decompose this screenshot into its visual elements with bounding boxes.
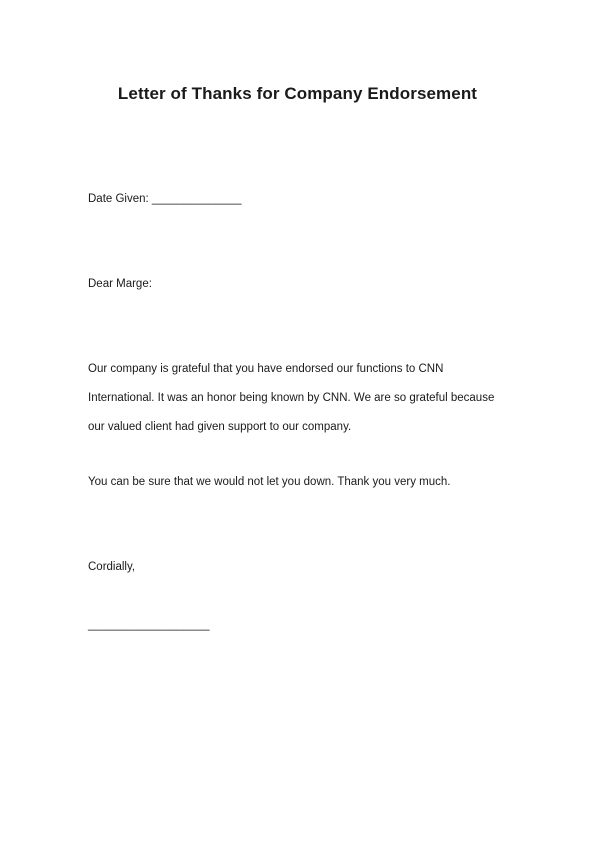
letter-title: Letter of Thanks for Company Endorsement [117, 84, 478, 103]
date-line: Date Given: ______________ [88, 193, 242, 205]
paragraph-line: You can be sure that we would not let you down. Thank you very much. [88, 476, 451, 488]
paragraph-line: Our company is grateful that you have endorsed our functions to CNN [88, 363, 444, 375]
signature-line: ___________________ [88, 619, 210, 631]
paragraph-line: International. It was an honor being known by CNN. We are so grateful because [88, 392, 495, 404]
paragraph-line: our valued client had given support to our company. [88, 421, 352, 433]
salutation: Dear Marge: [88, 278, 152, 290]
closing: Cordially, [88, 561, 136, 573]
